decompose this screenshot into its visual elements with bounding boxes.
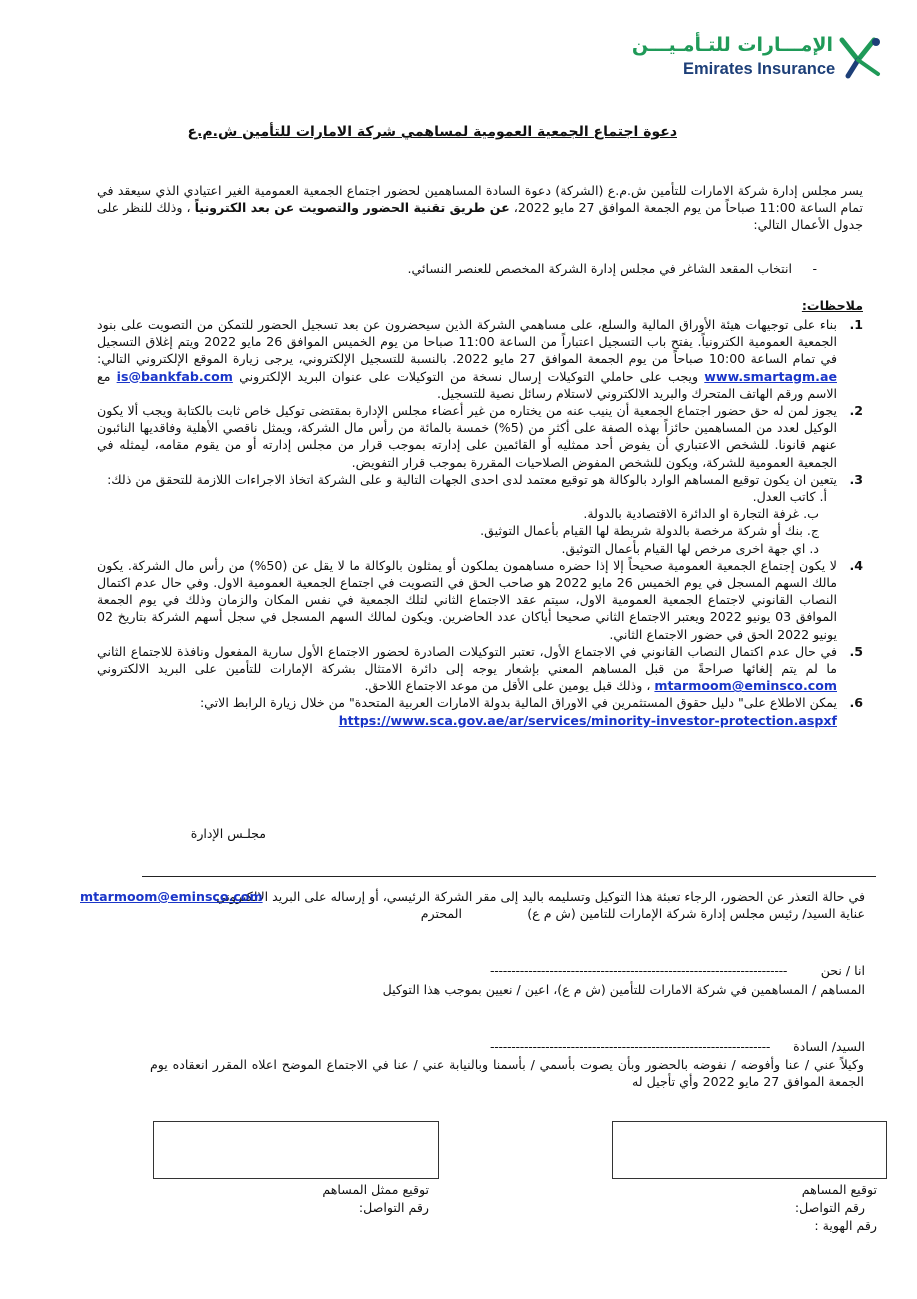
note-2	[97, 402, 863, 471]
note-text: لا يكون إجتماع الجمعية العمومية صحيحاً إلا إذا حضره مساهمون يملكون أو يمثلون بالوكالة ما لا يقل عن (50%) من رأس مال الشركة. يكون مالك السهم المسجل في يوم الخميس 26 مايو 2022 هو صاحب الحق في التصويت في اجتماع الجمعية العمومية الاول. وفي حال عدم اكتمال النصاب القانوني لاجتماع الجمعية العمومية الاول، سيتم عقد الاجتماع الثاني لتلك الجمعية في نفس المكان والزمان وذلك في يوم الجمعة الموافق 03 يونيو 2022 ويعتبر الاجتماع الثاني صحيحا أياكان عدد الحاضرين. ويكون لمالك السهم المسجل في سجل أسهم الشركة بتاريخ 02 يونيو 2022 الحق في حضور الاجتماع الثاني.	[97, 557, 837, 642]
notes-list	[97, 316, 863, 729]
note-number: 6.	[849, 695, 863, 711]
note-3	[97, 471, 863, 488]
board-signature: مجلـس الإدارة	[190, 826, 266, 841]
document-title: دعوة اجتماع الجمعية العمومية لمساهمي شركة الامارات للتأمين ش.م.ع	[187, 124, 677, 140]
note-3-sub-c: ج. بنك أو شركة مرخصة بالدولة شريطة لها القيام بأعمال التوثيق.	[480, 523, 819, 539]
note-1	[97, 316, 863, 402]
note-text: يتعين ان يكون توقيع المساهم الوارد بالوكالة هو توقيع معتمد لدى احدى الجهات التالية و على الشركة اتخاذ الاجراءات اللازمة للتحقق من ذلك:	[107, 471, 837, 487]
note-text: ويجب على حاملي التوكيلات إرسال نسخة من التوكيلات على عنوان البريد الإلكتروني	[232, 368, 705, 384]
note-text: يجوز لمن له حق حضور اجتماع الجمعية أن ينيب عنه من يختاره من غير أعضاء مجلس الإدارة بمقتضى توكيل خاص ثابت بالكتابة ويجب ألا يكون الوكيل لعدد من المساهمين حائزاً بهذه الصفة على أكثر من (5%) خمسة بالمائة من رأس مال الشركة، ويمثل ناقصي الأهلية وفاقديها النائبون عنهم قانونا. للشخص الاعتباري أن يفوض أحد ممثليه أو القائمين على إدارته بموجب قرار من مجلس إدارته أو من يقوم مقامه، ليمثله في الجمعية العمومية للشركة، ويكون للشخص المفوض الصلاحيات المقررة بموجب قرار التفويض.	[97, 403, 837, 470]
note-3-sub-b: ب. غرفة التجارة او الدائرة الاقتصادية بالدولة.	[583, 506, 819, 522]
agenda-item-text: انتخاب المقعد الشاغر في مجلس إدارة الشركة المخصص للعنصر النسائي.	[407, 261, 792, 276]
form-respected: المحترم	[420, 906, 462, 921]
note-number: 5.	[849, 643, 863, 659]
form-proxy-text: وكيلاً عني / عنا وأفوضه / نفوضه بالحضور وبأن يصوت بأسمي / بأسمنا وبالنيابة عني / عنا في الاجتماع الموضح اعلاه المقرر انعقاده يوم الجمعة الموافق 27 مايو 2022 وأي تأجيل له	[150, 1057, 864, 1090]
intro-tail: ، وذلك للنظر على جدول الأعمال التالي:	[97, 200, 863, 233]
form-intro: في حالة التعذر عن الحضور، الرجاء تعبئة هذا التوكيل وتسليمه باليد إلى مقر الشركة الرئيسي، أو إرساله على البريد الالكتروني	[215, 889, 865, 904]
form-shareholders-line: المساهم / المساهمين في شركة الامارات للتأمين (ش م ع)، اعين / نعيين بموجب هذا التوكيل	[382, 982, 865, 997]
form-dashes-proxy[interactable]: ------------------------------------------------------------------	[490, 1039, 771, 1054]
logo-arabic-text: الإمـــارات للتـأمـيـــن	[631, 34, 833, 56]
representative-signature-label: توقيع ممثل المساهم	[322, 1182, 429, 1197]
bankfab-email-link[interactable]: is@bankfab.com	[116, 368, 233, 384]
company-logo	[631, 34, 883, 82]
smartagm-link[interactable]: www.smartagm.ae	[704, 368, 837, 384]
note-text: بناء على توجيهات هيئة الأوراق المالية والسلع، على مساهمي الشركة الذين سيحضرون عن بعد تسجيل الحضور للتمكن من التصويت على بنود الجمعية العمومية الكترونياً. يفتح باب التسجيل اعتباراً من الساعة 11:00 صباحا من يوم الخميس الموافق 26 مايو 2022 ويتم إغلاق التسجيل في تمام الساعة 10:00 صباحاً من يوم الجمعة الموافق 27 مايو 2022. بالنسبة للتسجيل الإلكتروني، يرجى زيارة الموقع الإلكتروني التالي:	[97, 317, 837, 367]
representative-signature-box[interactable]	[153, 1121, 439, 1179]
form-email-link[interactable]: mtarmoom@eminsco.com	[80, 889, 263, 904]
note-3-sub-a: أ. كاتب العدل.	[752, 489, 827, 505]
notes-heading: ملاحظات:	[801, 298, 863, 313]
form-dashes-name[interactable]: ----------------------------------------------------------------------	[490, 963, 788, 978]
compliance-email-link[interactable]: mtarmoom@eminsco.com	[654, 678, 837, 694]
note-text: في حال عدم اكتمال النصاب القانوني في الاجتماع الأول، تعتبر التوكيلات الصادرة لحضور الاجتماع الأول سارية المفعول ونافذة للاجتماع الثاني ما لم يتم إلغائها صراحةً من قبل المساهم المعني بإشعار يوجه إلى دائرة الامتثال بشركة الإمارات للتأمين على البريد الالكتروني	[97, 643, 837, 677]
note-3-sublist	[97, 488, 837, 557]
logo-mark-icon	[834, 34, 884, 80]
note-number: 1.	[849, 317, 863, 332]
form-mr: السيد/ السادة	[793, 1039, 865, 1054]
agenda-bullet: -	[812, 261, 817, 276]
note-6	[97, 694, 863, 728]
logo-english-text: Emirates Insurance	[683, 60, 836, 78]
note-text: يمكن الاطلاع على" دليل حقوق المستثمرين في الاوراق المالية بدولة الامارات العربية المتحدة" من خلال زيارة الرابط الاتي:	[199, 695, 837, 711]
agenda-item	[792, 260, 817, 277]
note-number: 3.	[849, 471, 863, 487]
representative-contact-label: رقم التواصل:	[358, 1200, 429, 1215]
form-divider	[142, 876, 876, 877]
shareholder-id-label: رقم الهوية :	[814, 1218, 877, 1233]
note-number: 2.	[849, 403, 863, 419]
note-number: 4.	[849, 557, 863, 573]
form-i-we: انا / نحن	[820, 963, 865, 978]
note-3-sub-d: د. اي جهة اخرى مرخص لها القيام بأعمال التوثيق.	[561, 540, 819, 556]
sca-link[interactable]: https://www.sca.gov.ae/ar/services/minority-investor-protection.aspxf	[338, 712, 837, 728]
note-5	[97, 643, 863, 695]
intro-text: يسر مجلس إدارة شركة الامارات للتأمين ش.م.ع (الشركة) دعوة السادة المساهمين لحضور اجتماع الجمعية العمومية الغير اعتيادي الذي سيعقد في تمام الساعة 11:00 صباحاً من يوم الجمعة الموافق 27 مايو 2022،	[97, 183, 863, 216]
intro-bold-text: عن طريق تقنية الحضور والتصويت عن بعد الكترونياً	[194, 200, 510, 216]
note-text: ، وذلك قبل يومين على الأقل من موعد الاجتماع اللاحق.	[364, 678, 655, 694]
form-attention: عناية السيد/ رئيس مجلس إدارة شركة الإمارات للتامين (ش م ع)	[527, 906, 865, 921]
shareholder-signature-label: توقيع المساهم	[801, 1182, 877, 1197]
intro-paragraph	[97, 182, 863, 234]
shareholder-signature-box[interactable]	[612, 1121, 887, 1179]
shareholder-contact-label: رقم التواصل:	[794, 1200, 865, 1215]
note-4	[97, 557, 863, 643]
note-text: مع الاسم ورقم الهاتف المتحرك والبريد الالكتروني لاستلام رسائل نصية للتسجيل.	[97, 368, 837, 401]
